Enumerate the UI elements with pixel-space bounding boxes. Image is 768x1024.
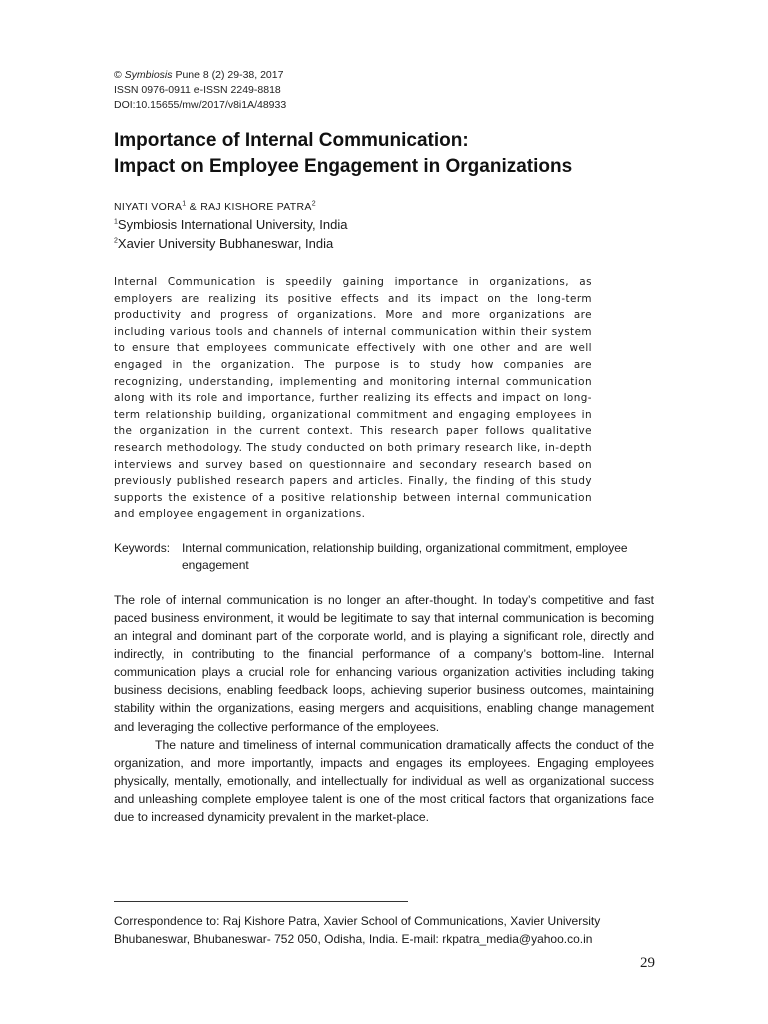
author-2-affil-marker: 2 [311, 200, 316, 208]
body-text [114, 591, 654, 826]
correspondence-footnote: Correspondence to: Raj Kishore Patra, Xavier School of Communications, Xavier University Bhubaneswar, Bhubaneswar- 752 050, Odisha, India. E-mail: rkpatra_media@yahoo.co.in [114, 914, 601, 946]
keywords-label: Keywords: [114, 540, 171, 555]
author-1-affil-marker: 1 [182, 200, 187, 208]
article-page [114, 68, 654, 826]
body-paragraph-2: The nature and timeliness of internal communication dramatically affects the conduct of the organization, and more importantly, impacts and engages its employees. Engaging employees physically, mentally, emotionally, and intellectually for individual as well as organizational success and unleashing complete employee talent is one of the most critical factors that organizations face due to increased dynamicity prevalent in the market-place. [114, 737, 654, 825]
keywords-text: Internal communication, relationship building, organizational commitment, employee engagement [182, 540, 628, 573]
body-paragraph-1: The role of internal communication is no longer an after-thought. In today’s competitive and fast paced business environment, it would be legitimate to say that internal communication is becoming an integral and dominant part of the corporate world, and is playing a significant role, directly and indirectly, in contributing to the financial performance of a company’s bottom-line. Internal communication plays a crucial role for enhancing various organization activities including taking business decisions, enabling feedback loops, achieving superior business outcomes, maintaining stability within the organizations, easing mergers and acquisitions, enabling change management and leveraging the collective performance of the employees. [114, 592, 654, 734]
issn-line: ISSN 0976-0911 e-ISSN 2249-8818 [114, 84, 281, 96]
journal-header [114, 68, 654, 113]
author-list [114, 199, 654, 215]
article-title [114, 128, 654, 180]
journal-citation: Pune 8 (2) 29-38, 2017 [175, 69, 284, 81]
abstract: Internal Communication is speedily gaining importance in organizations, as employers are realizing its positive effects and its impact on the long-term productivity and progress of organizations. More and more organizations are including various tools and channels of internal communication within their system to ensure that employees communicate effectively with one other and are well engaged in the organization. The purpose is to study how companies are recognizing, understanding, implementing and monitoring internal communication along with its role and importance, further realizing its effects and impact on long-term relationship building, organizational commitment and engaging employees in the organization in the current context. This research paper follows qualitative research methodology. The study conducted on both primary research like, in-depth interviews and survey based on questionnaire and secondary research based on previously published research papers and articles. Finally, the finding of this study supports the existence of a positive relationship between internal communication and employee engagement in organizations. [114, 276, 592, 521]
affiliation-2-marker: 2 [114, 237, 118, 245]
copyright-symbol: © [114, 69, 122, 81]
author-1: NIYATI VORA [114, 201, 183, 213]
author-2: RAJ KISHORE PATRA [200, 201, 312, 213]
author-separator: & [186, 201, 201, 213]
keywords [114, 540, 654, 575]
footnote-divider [114, 901, 408, 902]
doi-line: DOI:10.15655/mw/2017/v8i1A/48933 [114, 99, 287, 111]
citation-line [114, 68, 654, 83]
affiliation-1 [114, 215, 654, 234]
affiliation-1-marker: 1 [114, 218, 118, 226]
title-line-2: Impact on Employee Engagement in Organizations [114, 156, 573, 177]
journal-name: Symbiosis [124, 69, 173, 81]
affiliation-list [114, 215, 654, 253]
affiliation-2 [114, 234, 654, 253]
title-line-1: Importance of Internal Communication: [114, 130, 469, 151]
affiliation-1-text: Symbiosis International University, India [117, 217, 348, 232]
affiliation-2-text: Xavier University Bubhaneswar, India [117, 236, 334, 251]
page-number: 29 [640, 955, 655, 971]
